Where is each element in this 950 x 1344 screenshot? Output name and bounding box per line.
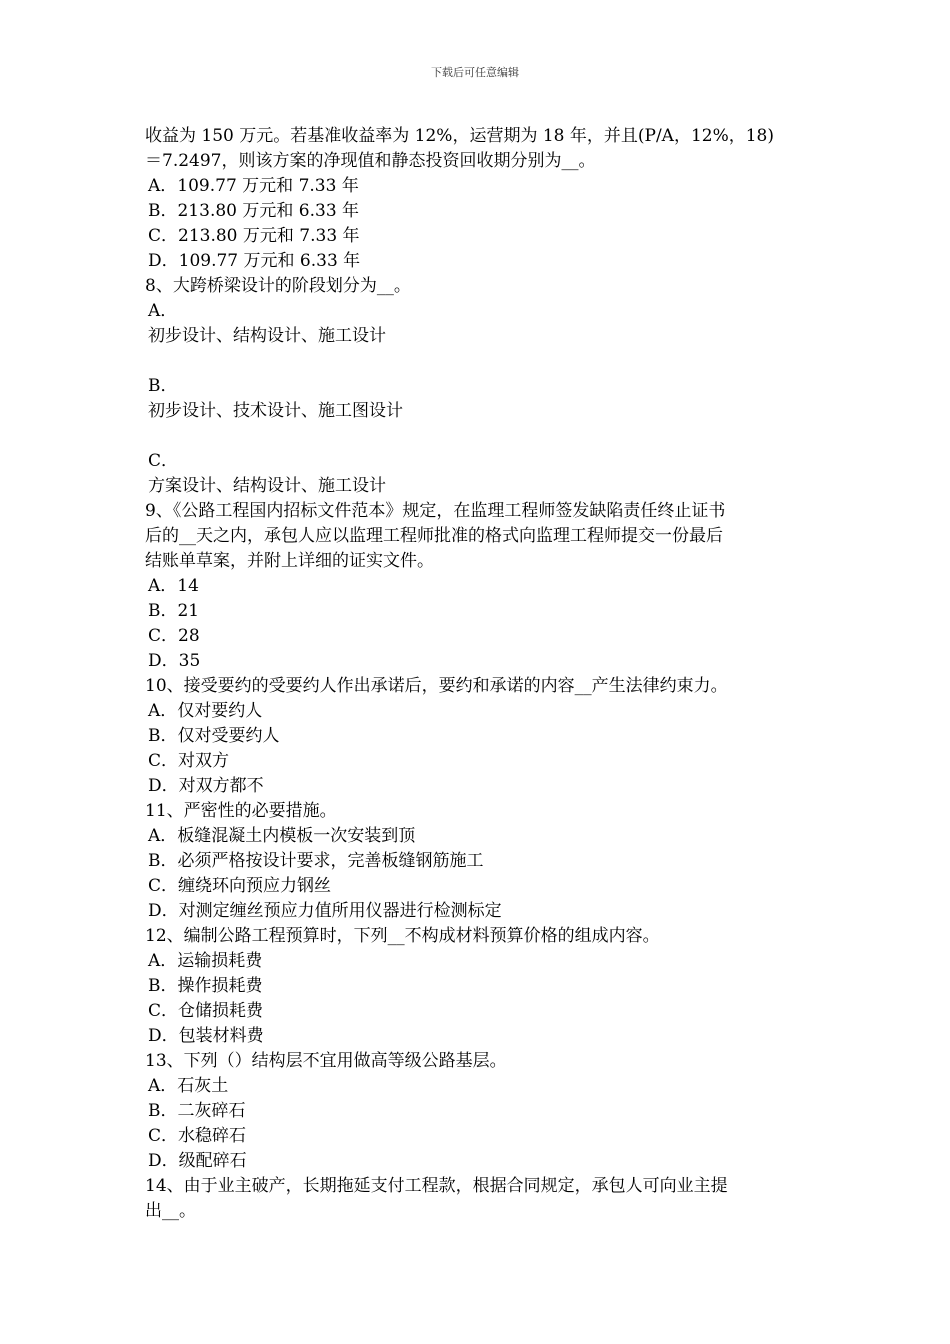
spacer xyxy=(145,349,810,374)
option-d: D．对测定缠丝预应力值所用仪器进行检测标定 xyxy=(148,901,502,921)
question-12 xyxy=(145,924,810,1049)
option-b: B．21 xyxy=(148,601,200,621)
option-c: 方案设计、结构设计、施工设计 xyxy=(148,476,386,496)
option-a-letter: A． xyxy=(148,301,178,321)
option-d: D．109.77 万元和 6.33 年 xyxy=(148,251,361,271)
question-stem: 13、下列（）结构层不宜用做高等级公路基层。 xyxy=(145,1051,507,1071)
option-c: C．缠绕环向预应力钢丝 xyxy=(148,876,332,896)
question-stem: ＝7.2497，则该方案的净现值和静态投资回收期分别为__。 xyxy=(145,151,596,171)
question-10 xyxy=(145,674,810,799)
page-header: 下载后可任意编辑 xyxy=(431,66,519,79)
spacer xyxy=(145,424,810,449)
option-b: B．二灰碎石 xyxy=(148,1101,246,1121)
option-c: C．仓储损耗费 xyxy=(148,1001,264,1021)
question-stem: 10、接受要约的受要约人作出承诺后，要约和承诺的内容__产生法律约束力。 xyxy=(145,676,728,696)
option-a: A．仅对要约人 xyxy=(148,701,263,721)
option-b-letter: B． xyxy=(148,376,178,396)
option-c: C．水稳碎石 xyxy=(148,1126,247,1146)
option-d: D．对双方都不 xyxy=(148,776,264,796)
question-8 xyxy=(145,274,810,499)
option-b: B．操作损耗费 xyxy=(148,976,263,996)
option-c: C．213.80 万元和 7.33 年 xyxy=(148,226,360,246)
option-a: A．板缝混凝土内模板一次安装到顶 xyxy=(148,826,416,846)
question-7 xyxy=(145,124,810,274)
option-c-letter: C． xyxy=(148,451,179,471)
option-a: A．14 xyxy=(148,576,199,596)
option-b: B．仅对受要约人 xyxy=(148,726,280,746)
question-stem: 12、编制公路工程预算时，下列__不构成材料预算价格的组成内容。 xyxy=(145,926,660,946)
option-a: A．运输损耗费 xyxy=(148,951,263,971)
question-13 xyxy=(145,1049,810,1174)
question-stem: 后的__天之内，承包人应以监理工程师批准的格式向监理工程师提交一份最后 xyxy=(145,526,723,546)
option-d: D．级配碎石 xyxy=(148,1151,247,1171)
question-stem: 出__。 xyxy=(145,1201,196,1221)
option-a: A．109.77 万元和 7.33 年 xyxy=(148,176,359,196)
question-stem: 9、《公路工程国内招标文件范本》规定，在监理工程师签发缺陷责任终止证书 xyxy=(145,501,726,521)
option-d: D．包装材料费 xyxy=(148,1026,264,1046)
document-body xyxy=(145,124,810,1224)
option-b: B．必须严格按设计要求，完善板缝钢筋施工 xyxy=(148,851,484,871)
question-11 xyxy=(145,799,810,924)
question-stem: 11、严密性的必要措施。 xyxy=(145,801,337,821)
question-stem: 8、大跨桥梁设计的阶段划分为__。 xyxy=(145,276,411,296)
option-a: 初步设计、结构设计、施工设计 xyxy=(148,326,386,346)
option-c: C．对双方 xyxy=(148,751,230,771)
option-c: C．28 xyxy=(148,626,200,646)
question-stem: 14、由于业主破产，长期拖延支付工程款，根据合同规定，承包人可向业主提 xyxy=(145,1176,728,1196)
option-d: D．35 xyxy=(148,651,201,671)
option-b: B．213.80 万元和 6.33 年 xyxy=(148,201,360,221)
option-a: A．石灰土 xyxy=(148,1076,229,1096)
question-stem: 结账单草案，并附上详细的证实文件。 xyxy=(145,551,434,571)
question-9 xyxy=(145,499,810,674)
option-b: 初步设计、技术设计、施工图设计 xyxy=(148,401,403,421)
question-14 xyxy=(145,1174,810,1224)
question-stem: 收益为 150 万元。若基准收益率为 12%，运营期为 18 年，并且(P/A，12%，18) xyxy=(145,126,775,146)
